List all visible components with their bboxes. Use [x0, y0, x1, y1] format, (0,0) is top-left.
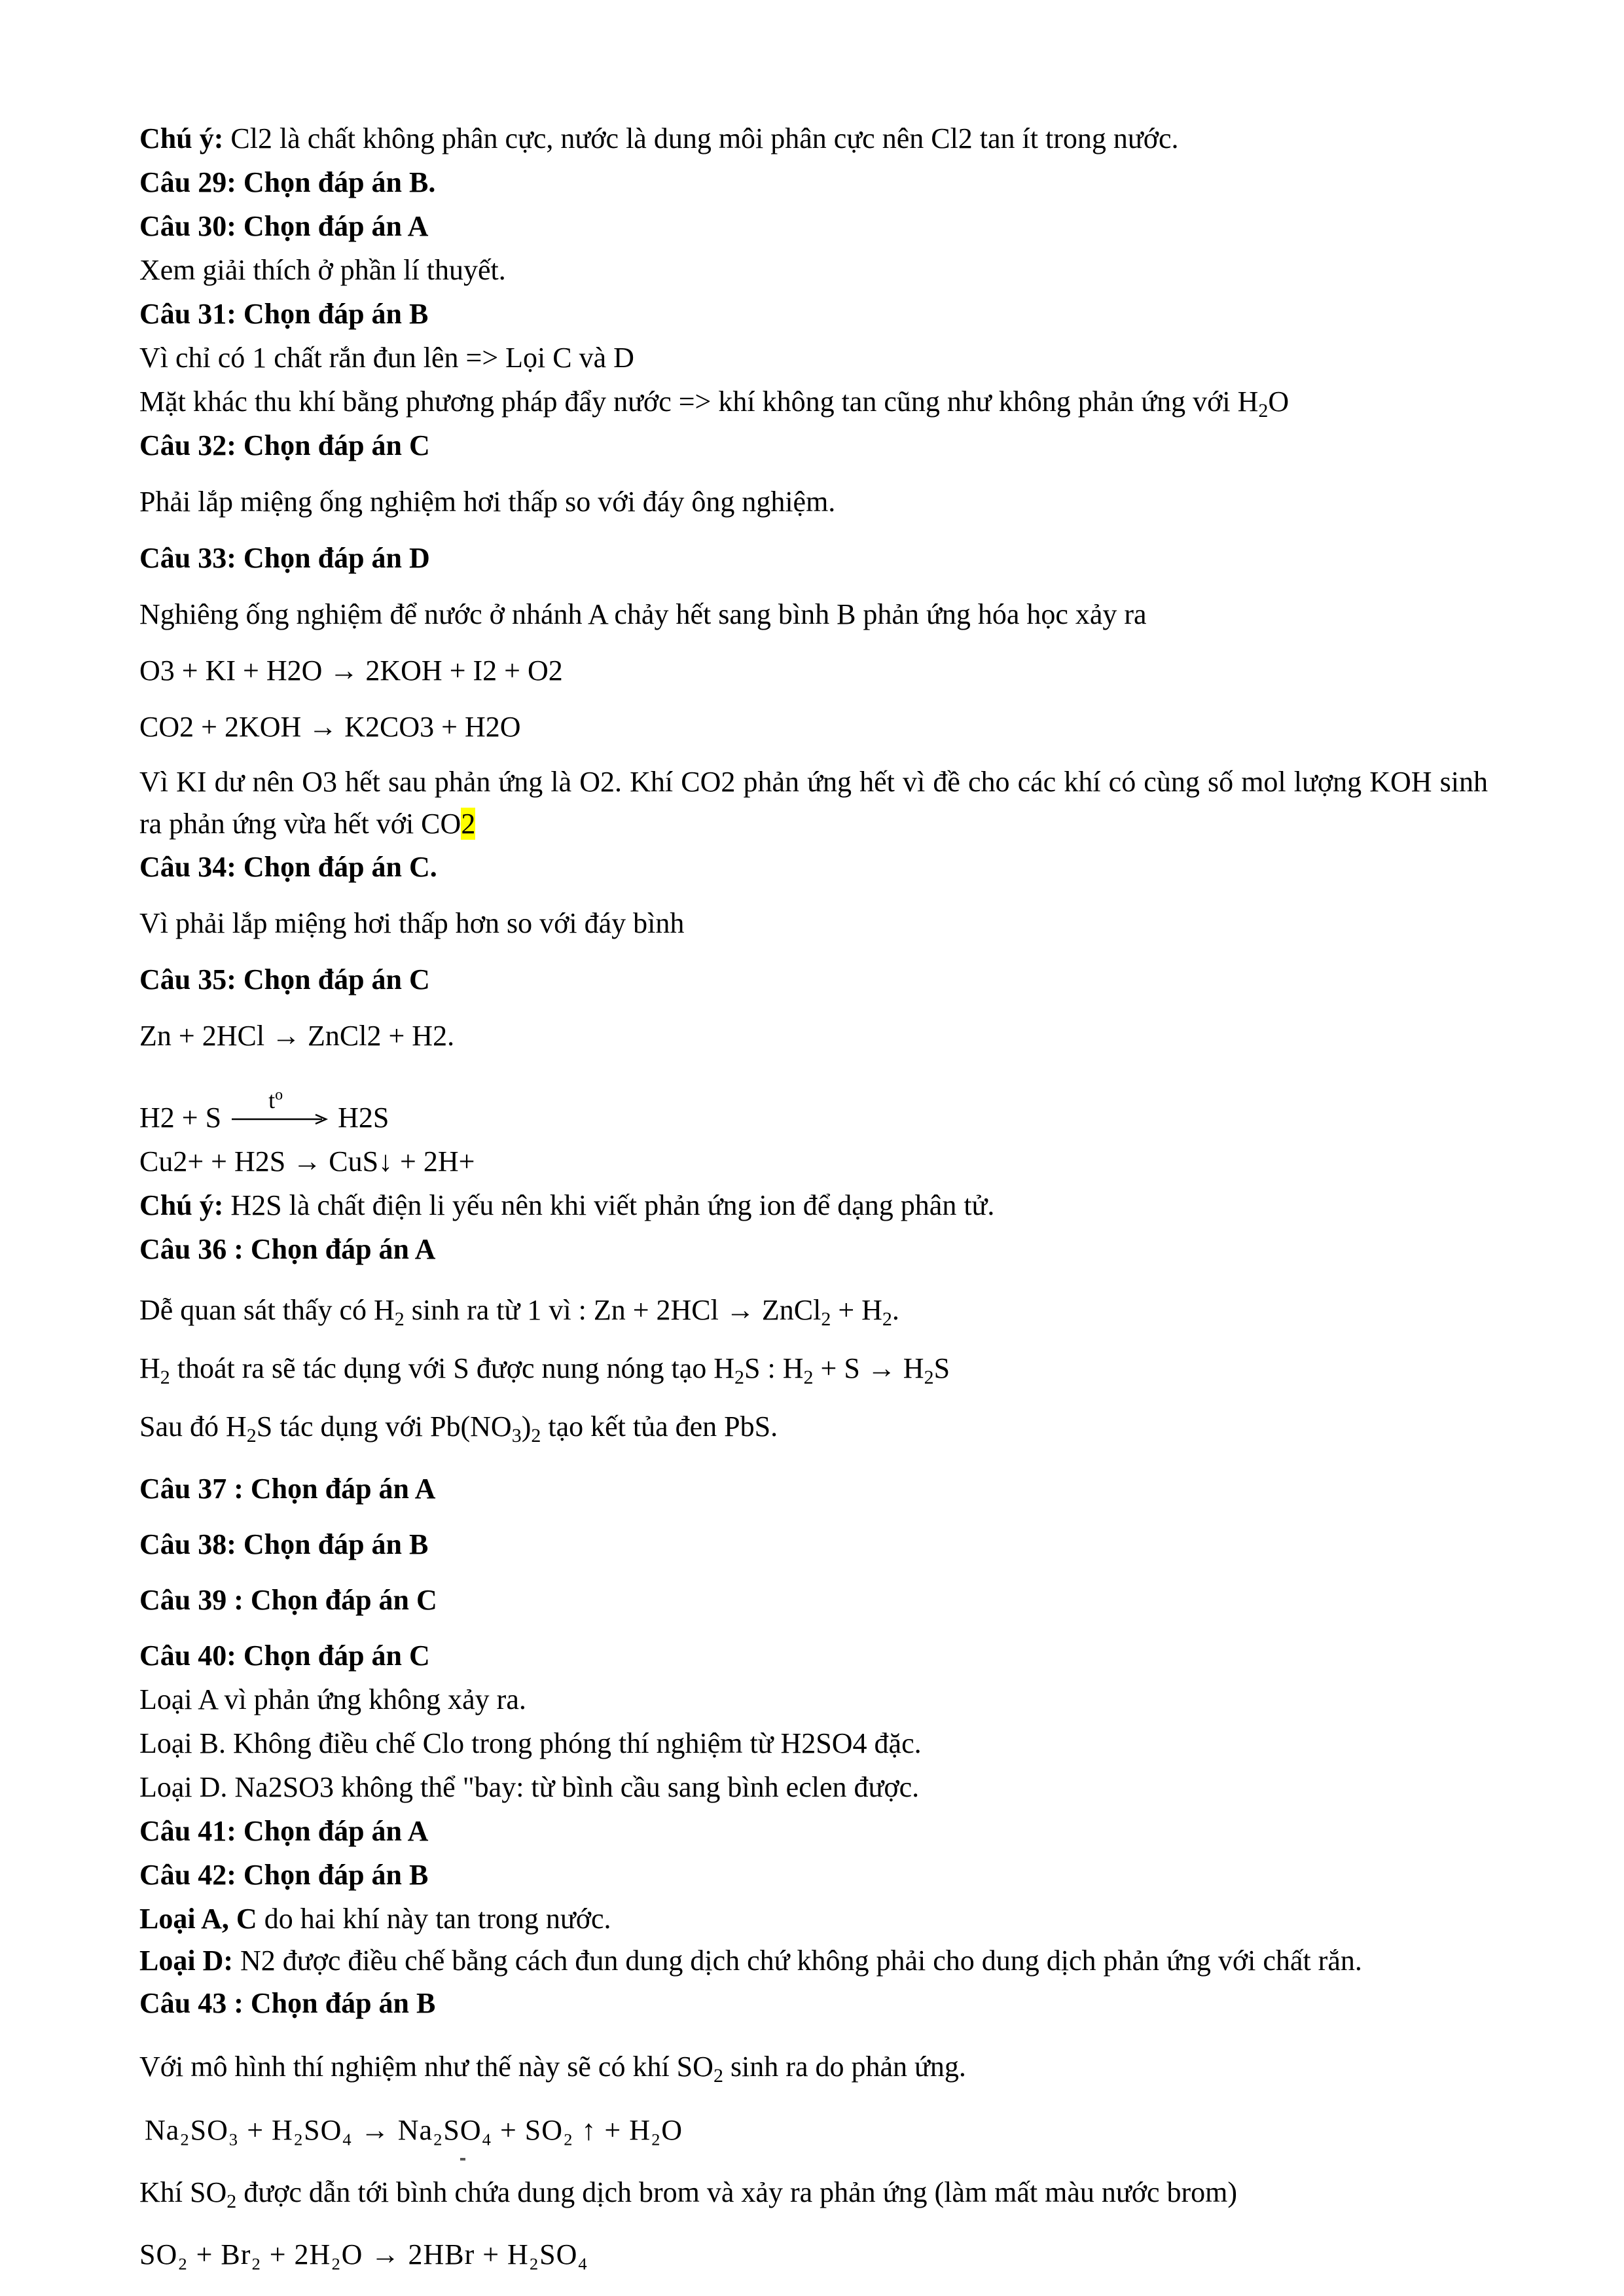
- question-41-heading: Câu 41: Chọn đáp án A: [139, 1815, 429, 1847]
- highlighted-text: 2: [461, 808, 476, 840]
- question-43-text-1: [139, 2045, 1488, 2089]
- subscript: 2: [160, 1367, 170, 1388]
- subscript: 2: [226, 2191, 237, 2212]
- question-33-heading: Câu 33: Chọn đáp án D: [139, 542, 430, 574]
- text-part: S tác dụng với Pb(NO: [256, 1410, 512, 1443]
- subscript: 3: [511, 1425, 522, 1446]
- text-part: do hai khí này tan trong nước.: [257, 1903, 611, 1935]
- arrow-icon: [230, 1113, 329, 1126]
- question-30-text: Xem giải thích ở phần lí thuyết.: [139, 254, 506, 286]
- equation-cu-h2s: Cu2+ + H2S → CuS↓ + 2H+: [139, 1145, 475, 1177]
- question-30-heading: Câu 30: Chọn đáp án A: [139, 210, 429, 242]
- text-part: sinh ra do phản ứng.: [723, 2051, 966, 2083]
- question-35-note: [139, 1183, 1488, 1227]
- note-label: Chú ý:: [139, 122, 224, 154]
- text-part: Với mô hình thí nghiệm như thế này sẽ có khí SO: [139, 2051, 713, 2083]
- subscript: 2: [803, 1367, 814, 1388]
- note-line: [139, 117, 1488, 160]
- question-33-explanation: [139, 761, 1488, 845]
- equation-h2-s: [139, 1086, 1488, 1139]
- heat-arrow: [230, 1086, 329, 1134]
- text-part: thoát ra sẽ tác dụng với S được nung nóng tạo H: [170, 1352, 735, 1384]
- text-part: Khí SO: [139, 2176, 227, 2208]
- question-40-text-3: Loại D. Na2SO3 không thể "bay: từ bình cầu sang bình eclen được.: [139, 1771, 920, 1803]
- subscript: 2: [734, 1367, 745, 1388]
- question-34-text: Vì phải lắp miệng hơi thấp hơn so với đáy bình: [139, 907, 685, 939]
- equation-so2-br2: SO₂ + Br₂ + 2H₂O → 2HBr + H₂SO₄: [139, 2238, 588, 2270]
- question-37-heading: Câu 37 : Chọn đáp án A: [139, 1473, 436, 1505]
- text-part: H: [139, 1352, 160, 1384]
- text-part: .: [892, 1294, 899, 1326]
- text-part: sinh ra từ 1 vì : Zn + 2HCl → ZnCl: [404, 1294, 821, 1326]
- text-part: Vì KI dư nên O3 hết sau phản ứng là O2. Khí CO2 phản ứng hết vì đề cho các khí có cùng số mol lượng KOH sinh ra phản ứng vừa hết với CO: [139, 766, 1488, 840]
- question-29-heading: Câu 29: Chọn đáp án B.: [139, 166, 436, 198]
- answer-key-content: [139, 117, 1488, 2276]
- question-42-heading: Câu 42: Chọn đáp án B: [139, 1859, 429, 1891]
- question-43-heading: Câu 43 : Chọn đáp án B: [139, 1987, 436, 2019]
- note-label: Chú ý:: [139, 1189, 224, 1221]
- question-31-text-2: [139, 380, 1488, 423]
- question-36-text-2: [139, 1346, 1488, 1390]
- subscript: 2: [1258, 400, 1269, 422]
- equation-co2-koh: CO2 + 2KOH → K2CO3 + H2O: [139, 711, 521, 743]
- text-part: Sau đó H: [139, 1410, 247, 1443]
- subscript: 2: [713, 2065, 723, 2087]
- question-36-text-3: [139, 1405, 1488, 1448]
- question-32-text: Phải lắp miệng ống nghiệm hơi thấp so với đáy ông nghiệm.: [139, 486, 836, 518]
- question-33-text-1: Nghiêng ống nghiệm để nước ở nhánh A chảy hết sang bình B phản ứng hóa học xảy ra: [139, 598, 1147, 630]
- question-36-heading: Câu 36 : Chọn đáp án A: [139, 1233, 436, 1265]
- subscript: 2: [394, 1308, 405, 1330]
- subscript: 2: [531, 1425, 541, 1446]
- question-36-text-1: [139, 1288, 1488, 1332]
- equation-o3-ki: O3 + KI + H2O → 2KOH + I2 + O2: [139, 655, 563, 687]
- question-40-text-2: Loại B. Không điều chế Clo trong phóng thí nghiệm từ H2SO4 đặc.: [139, 1727, 922, 1759]
- text-part: tạo kết tủa đen PbS.: [541, 1410, 778, 1443]
- equation-na2so3: Na₂SO₃ + H₂SO₄ → Na₂SO₄ + SO₂ ↑ + H₂O: [145, 2114, 683, 2146]
- text-label: Loại D:: [139, 1945, 233, 1977]
- question-40-text-1: Loại A vì phản ứng không xảy ra.: [139, 1683, 526, 1715]
- text-part: + S → H: [813, 1352, 924, 1384]
- text-part: Mặt khác thu khí bằng phương pháp đẩy nước => khí không tan cũng như không phản ứng với H: [139, 386, 1259, 418]
- question-38-heading: Câu 38: Chọn đáp án B: [139, 1528, 429, 1560]
- text-part: N2 được điều chế bằng cách đun dung dịch chứ không phải cho dung dịch phản ứng với chất rắn.: [233, 1945, 1362, 1977]
- question-35-heading: Câu 35: Chọn đáp án C: [139, 963, 430, 996]
- question-39-heading: Câu 39 : Chọn đáp án C: [139, 1584, 437, 1616]
- subscript: 2: [246, 1425, 257, 1446]
- text-part: H2 + S: [139, 1102, 222, 1134]
- note-text: H2S là chất điện li yếu nên khi viết phản ứng ion để dạng phân tử.: [223, 1189, 995, 1221]
- question-43-text-2: [139, 2170, 1488, 2214]
- text-part: Dễ quan sát thấy có H: [139, 1294, 395, 1326]
- text-part: t: [268, 1086, 276, 1113]
- question-42-text-1: [139, 1897, 1488, 1941]
- subscript: 2: [882, 1308, 892, 1330]
- subscript: 2: [924, 1367, 934, 1388]
- superscript: o: [275, 1086, 283, 1103]
- question-40-heading: Câu 40: Chọn đáp án C: [139, 1640, 430, 1672]
- note-text: Cl2 là chất không phân cực, nước là dung môi phân cực nên Cl2 tan ít trong nước.: [223, 122, 1179, 154]
- question-31-text-1: Vì chỉ có 1 chất rắn đun lên => Lọi C và D: [139, 342, 634, 374]
- text-part: ): [521, 1410, 532, 1443]
- equation-zn-hcl: Zn + 2HCl → ZnCl2 + H2.: [139, 1020, 455, 1052]
- text-part: S: [933, 1352, 950, 1384]
- question-32-heading: Câu 32: Chọn đáp án C: [139, 429, 430, 461]
- text-part: S : H: [744, 1352, 804, 1384]
- question-42-text-2: [139, 1941, 1488, 1981]
- question-31-heading: Câu 31: Chọn đáp án B: [139, 298, 429, 330]
- question-34-heading: Câu 34: Chọn đáp án C.: [139, 851, 437, 883]
- text-part: H2S: [338, 1102, 389, 1134]
- subscript: 2: [821, 1308, 831, 1330]
- text-part: được dẫn tới bình chứa dung dịch brom và xảy ra phản ứng (làm mất màu nước brom): [236, 2176, 1238, 2208]
- text-part: O: [1268, 386, 1290, 418]
- text-label: Loại A, C: [139, 1903, 257, 1935]
- text-part: + H: [831, 1294, 882, 1326]
- stray-mark: [460, 2158, 465, 2161]
